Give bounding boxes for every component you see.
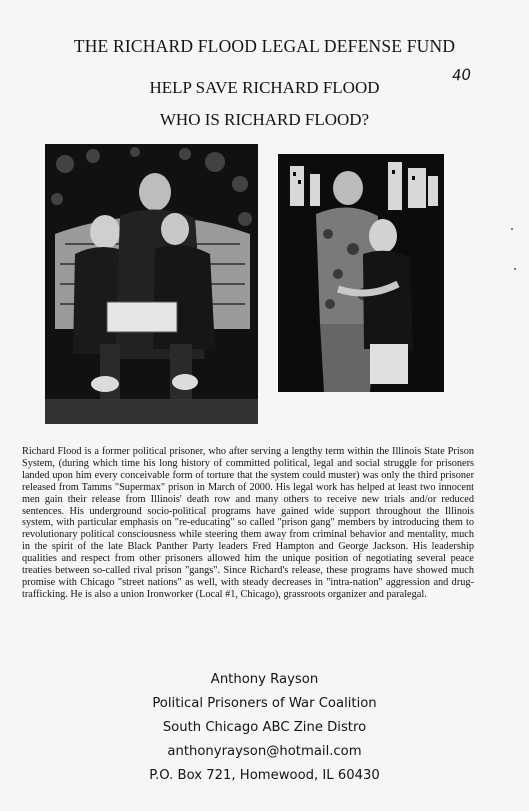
group-photo [45,144,258,424]
handwritten-page-number: 40 [451,65,472,85]
flyer-question: WHO IS RICHARD FLOOD? [159,110,370,129]
contact-block [0,668,529,788]
couple-photo [278,154,444,392]
biography-paragraph: Richard Flood is a former political prisoner, who after serving a lengthy term within the Illinois State Prison System, (during which time his long history of committed political, legal and social struggle for prisoners landed upon him every conceivable form of torture that the system could muster) was only the third prisoner released from Tamms "Supermax" prison in March of 2000. His legal work has helped at least two innocent men gain their release from Illinois' death row and many others to receive new trials and/or reduced sentences. His underground socio-political programs have gained wide support throughout the Illinois system, with particular emphasis on "re-educating" so called "prison gang" members by introducing them to revolutionary political consciousness while steering them away from criminal behavior and mentality, much in the spirit of the late Black Panther Party leaders Fred Hampton and George Jackson. His leadership qualities and respect from other prisoners allowed him the unique position of negotiating several peace treaties between so-called rival prison "gangs". Since Richard's release, these programs have showed much promise with Chicago "street nations" as well, with steady decreases in "intra-nation" aggression and drug-trafficking. He is also a union Ironworker (Local #1, Chicago), grassroots organizer and paralegal. [22,446,474,600]
scan-speck [514,268,516,270]
flyer-title: THE RICHARD FLOOD LEGAL DEFENSE FUND [73,36,456,56]
scan-speck [511,228,513,230]
contact-email[interactable]: anthonyrayson@hotmail.com [167,744,362,759]
contact-name: Anthony Rayson [210,672,319,687]
flyer-subtitle: HELP SAVE RICHARD FLOOD [149,78,380,97]
contact-address: P.O. Box 721, Homewood, IL 60430 [149,768,380,783]
contact-distro: South Chicago ABC Zine Distro [162,720,367,735]
contact-organization: Political Prisoners of War Coalition [152,696,377,711]
